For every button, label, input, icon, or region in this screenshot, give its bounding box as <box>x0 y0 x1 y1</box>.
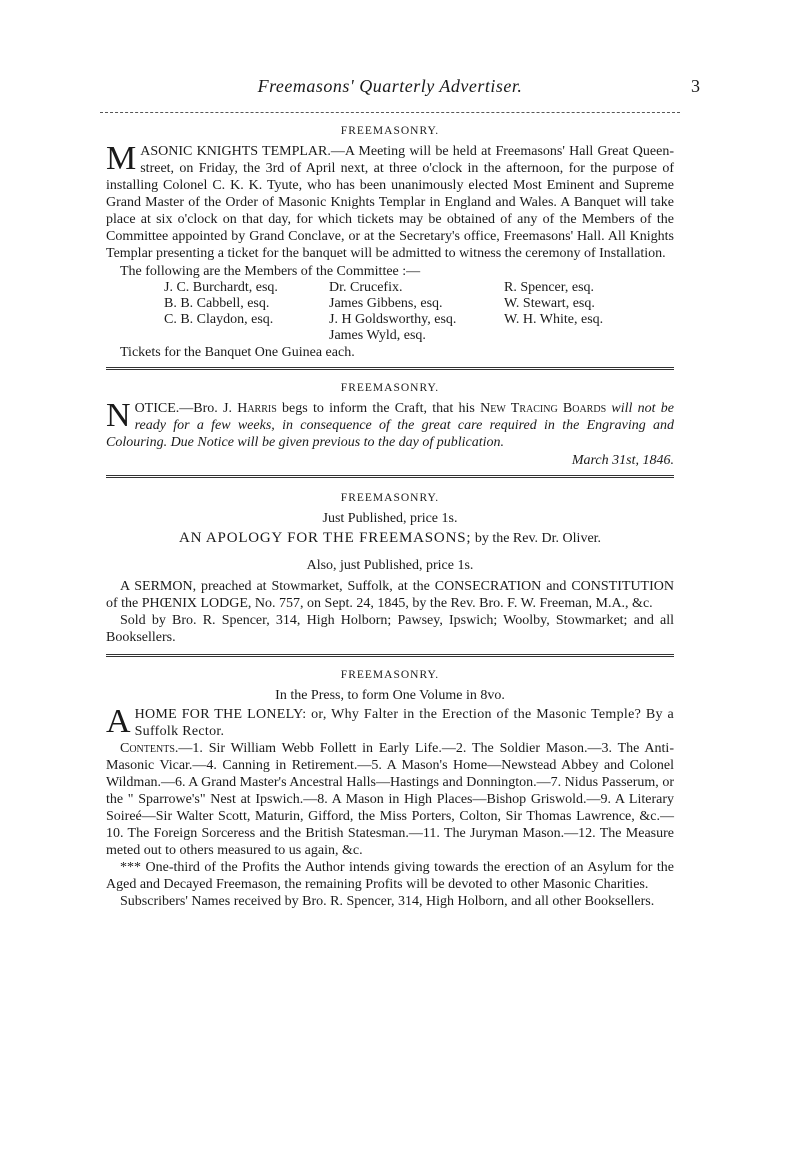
sermon-description: A SERMON, preached at Stowmarket, Suffolk, at the CONSECRATION and CONSTITUTION of the PHŒNIX LODGE, No. 757, on Sept. 24, 1845, by the Rev. Bro. F. W. Freeman, M.A., &c. <box>106 579 674 611</box>
section-divider <box>106 475 674 478</box>
name-harris: Harris <box>237 401 277 416</box>
publication-note: Also, just Published, price 1s. <box>306 558 474 573</box>
section-heading: FREEMASONRY. <box>340 492 440 504</box>
contents-list <box>106 740 674 859</box>
committee-member: James Wyld, esq. <box>329 328 426 343</box>
committee-member: R. Spencer, esq. <box>504 280 595 295</box>
section-heading: FREEMASONRY. <box>340 382 440 394</box>
drop-cap: A <box>106 703 131 740</box>
profits-note: *** One-third of the Profits the Author intends giving towards the erection of an Asylum for the Aged and Decayed Freemason, the remaining Profits will be devoted to other Masonic Charities. <box>106 860 674 892</box>
subscribers-note: Subscribers' Names received by Bro. R. Spencer, 314, High Holborn, and all other Booksellers. <box>120 894 655 909</box>
book-title-text: HOME FOR THE LONELY: or, Why Falter in the Erection of the Masonic Temple? By a Suffolk Rector. <box>134 707 674 739</box>
page <box>106 76 700 910</box>
section-divider <box>106 367 674 370</box>
publication-note: Just Published, price 1s. <box>322 511 458 526</box>
page-number: 3 <box>691 76 700 96</box>
header-rule <box>100 112 680 113</box>
committee-member: W. Stewart, esq. <box>504 296 595 311</box>
contents-label: Contents. <box>120 741 179 756</box>
committee-member: J. H Goldsworthy, esq. <box>329 312 457 327</box>
publication-note: In the Press, to form One Volume in 8vo. <box>275 688 505 703</box>
book-title <box>106 703 674 740</box>
advert-tracing-boards <box>106 382 674 469</box>
book-title <box>106 530 674 547</box>
drop-cap: N <box>106 397 131 434</box>
advert-apology <box>106 492 674 646</box>
committee-member: W. H. White, esq. <box>504 312 604 327</box>
advert-home-for-the-lonely <box>106 669 674 910</box>
advert-text: OTICE.—Bro. J. <box>134 401 238 416</box>
section-heading: FREEMASONRY. <box>340 669 440 681</box>
tickets-note: Tickets for the Banquet One Guinea each. <box>120 345 355 360</box>
committee-member: James Gibbens, esq. <box>329 296 443 311</box>
committee-member <box>164 328 329 344</box>
advert-knights-templar <box>106 125 674 361</box>
advert-text: will not be ready for a few weeks, in consequence of the great care required in the Engraving and Colouring. Due Notice will be given previous to the day of publication. <box>106 401 674 450</box>
committee-intro: The following are the Members of the Committee :— <box>120 264 421 279</box>
product-name: New Tracing Boards <box>480 401 607 416</box>
book-author: by the Rev. Dr. Oliver. <box>471 531 602 546</box>
advert-text: ASONIC KNIGHTS TEMPLAR.—A Meeting will be held at Freemasons' Hall Great Queen-street, on Friday, the 3rd of April next, at three o'clock in the afternoon, for the purpose of installing Colonel C. K. K. Tyute, who has been unanimously elected Most Eminent and Supreme Grand Master of the Order of Masonic Knights Templar in England and Wales. A Banquet will take place at six o'clock on that day, for which tickets may be obtained of any of the Members of the Committee appointed by Grand Conclave, or at the Secretary's office, Freemasons' Hall. All Knights Templar presenting a ticket for the banquet will be admitted to witness the ceremony of Installation. <box>106 144 674 261</box>
section-divider <box>106 654 674 657</box>
contents-text: —1. Sir William Webb Follett in Early Life.—2. The Soldier Mason.—3. The Anti-Masonic Vicar.—4. Canning in Retirement.—5. A Mason's Home—Newstead Abbey and Colonel Wildman.—6. A Grand Master's Ancestral Halls—Hastings and Donnington.—7. Nidus Passerum, or the " Sparrowe's" Nest at Ipswich.—8. A Mason in High Places—Bishop Griswold.—9. A Literary Soireé—Sir Walter Scott, Maturin, Gifford, the Miss Porters, Colton, Sir Thomas Lawrence, &c.—10. The Foreign Sorceress and the British Statesman.—11. The Juryman Mason.—12. The Measure meted out to others measured to us again, &c. <box>106 741 674 858</box>
advert-body <box>106 140 674 262</box>
section-heading: FREEMASONRY. <box>340 125 440 137</box>
advert-body <box>106 397 674 451</box>
advert-text: begs to inform the Craft, that his <box>276 401 481 416</box>
running-title: Freemasons' Quarterly Advertiser. <box>257 76 523 96</box>
book-title-text: AN APOLOGY FOR THE FREEMASONS; <box>178 530 472 546</box>
page-header <box>106 76 700 106</box>
committee-list <box>164 280 674 344</box>
sellers-note: Sold by Bro. R. Spencer, 314, High Holborn; Pawsey, Ipswich; Woolby, Stowmarket; and all Booksellers. <box>106 613 674 645</box>
drop-cap: M <box>106 140 137 177</box>
committee-member: C. B. Claydon, esq. <box>164 312 274 327</box>
notice-date: March 31st, 1846. <box>571 453 674 468</box>
committee-member <box>504 328 664 344</box>
committee-member: Dr. Crucefix. <box>329 280 403 295</box>
committee-member: J. C. Burchardt, esq. <box>164 280 278 295</box>
committee-member: B. B. Cabbell, esq. <box>164 296 270 311</box>
